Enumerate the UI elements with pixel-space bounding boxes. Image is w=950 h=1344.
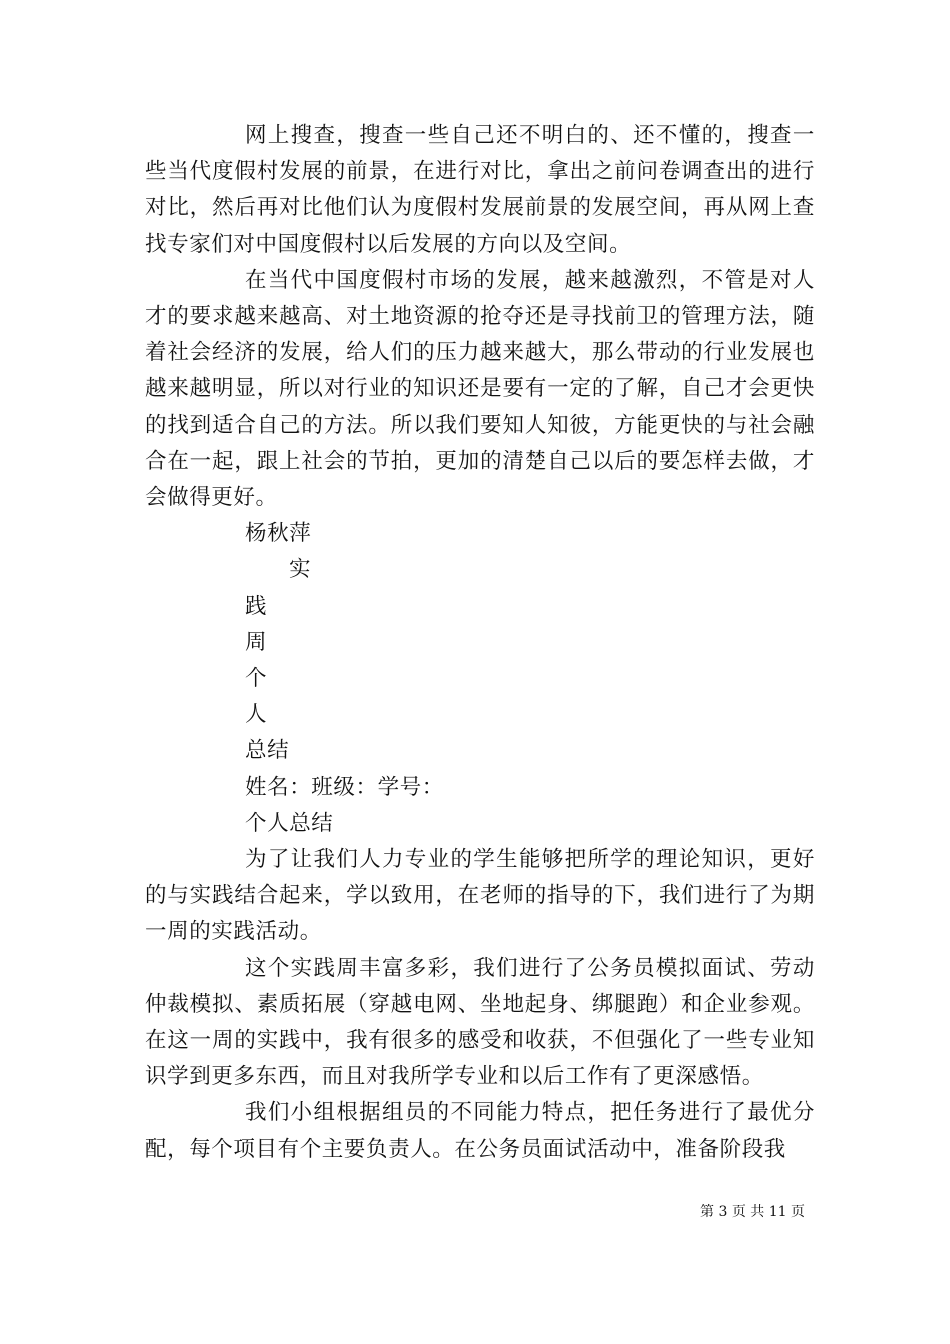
paragraph: 我们小组根据组员的不同能力特点，把任务进行了最优分配，每个项目有个主要负责人。在公务员面试活动中，准备阶段我 (145, 1100, 815, 1162)
author-name: 杨秋萍 (245, 521, 312, 547)
title-char: 人 (245, 702, 268, 728)
info-line: 姓名：班级：学号： (245, 774, 444, 800)
title-char: 周 (245, 629, 268, 655)
paragraph: 网上搜查，搜查一些自己还不明白的、还不懂的，搜查一些当代度假村发展的前景，在进行对比，拿出之前问卷调查出的进行对比，然后再对比他们认为度假村发展前景的发展空间，再从网上查找专家们对中国度假村以后发展的方向以及空间。 (145, 123, 815, 257)
document-body (145, 118, 815, 1168)
title-char: 总结 (245, 738, 290, 764)
paragraph: 在当代中国度假村市场的发展，越来越激烈，不管是对人才的要求越来越高、对土地资源的抢夺还是寻找前卫的管理方法，随着社会经济的发展，给人们的压力越来越大，那么带动的行业发展也越来越明显，所以对行业的知识还是要有一定的了解，自己才会更快的找到适合自己的方法。所以我们要知人知彼，方能更快的与社会融合在一起，跟上社会的节拍，更加的清楚自己以后的要怎样去做，才会做得更好。 (145, 267, 815, 511)
title-char: 实 (289, 557, 312, 583)
paragraph: 这个实践周丰富多彩，我们进行了公务员模拟面试、劳动仲裁模拟、素质拓展（穿越电网、坐地起身、绑腿跑）和企业参观。在这一周的实践中，我有很多的感受和收获，不但强化了一些专业知识学到更多东西，而且对我所学专业和以后工作有了更深感悟。 (145, 955, 815, 1090)
title-char: 践 (245, 593, 268, 619)
title-char: 个 (245, 666, 268, 692)
paragraph: 为了让我们人力专业的学生能够把所学的理论知识，更好的与实践结合起来，学以致用，在老师的指导的下，我们进行了为期一周的实践活动。 (145, 847, 815, 945)
page-number-footer: 第 3 页 共 11 页 (700, 1204, 805, 1220)
section-heading: 个人总结 (245, 810, 334, 836)
